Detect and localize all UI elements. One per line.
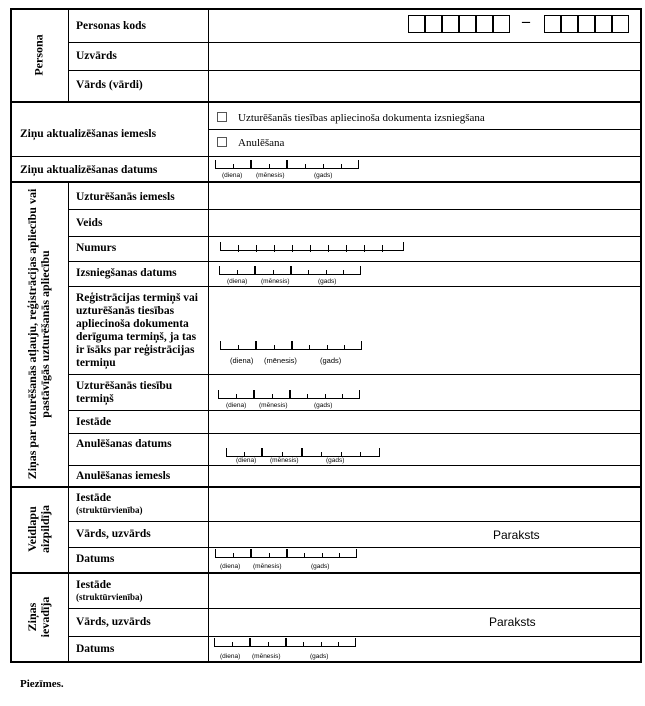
date-caption-month: (mēnesis) [253, 563, 282, 570]
row-line [10, 156, 642, 157]
section-title-entered: Ziņas ievadīja [25, 596, 52, 638]
date-caption-year: (gads) [311, 563, 330, 570]
section-divider [10, 181, 642, 183]
type-label: Veids [76, 217, 103, 229]
date-caption-day: (diena) [227, 278, 248, 285]
option-issue-checkbox[interactable] [217, 112, 227, 122]
entered-signature-label: Paraksts [489, 615, 536, 629]
section-divider [10, 572, 642, 574]
row-line [68, 521, 642, 522]
name-label: Vārds (vārdi) [76, 79, 143, 91]
entered-name-label: Vārds, uzvārds [76, 616, 151, 628]
filler-institution-title: Iestāde [76, 492, 112, 504]
row-line [68, 261, 642, 262]
section-title-filler: Veidlapu aizpildīja [25, 505, 52, 554]
row-line [68, 547, 642, 548]
row-line [68, 42, 642, 43]
update-reason-label: Ziņu aktualizēšanas iemesls [20, 128, 157, 140]
residence-term-label: Uzturēšanās tiesību termiņš [76, 380, 173, 405]
institution-label: Iestāde [76, 416, 112, 428]
filler-institution-label [76, 492, 143, 516]
row-line [68, 209, 642, 210]
filler-institution-sub: (struktūrvienība) [76, 505, 143, 515]
date-caption-month: (mēnesis) [259, 402, 288, 409]
row-line [68, 465, 642, 466]
date-caption-day: (diena) [220, 653, 241, 660]
row-line [68, 433, 642, 434]
section-divider [10, 101, 642, 103]
date-caption-month: (mēnesis) [256, 172, 285, 179]
date-caption-month: (mēnesis) [264, 356, 297, 365]
option-issue-label: Uzturēšanās tiesības apliecinoša dokumenta izsniegšana [238, 112, 485, 124]
annul-reason-label: Anulēšanas iemesls [76, 470, 171, 482]
notes-label: Piezīmes. [20, 678, 64, 690]
date-caption-day: (diena) [236, 457, 257, 464]
annul-date-label: Anulēšanas datums [76, 438, 172, 450]
row-line [68, 286, 642, 287]
row-line [68, 70, 642, 71]
date-caption-year: (gads) [326, 457, 345, 464]
date-caption-month: (mēnesis) [261, 278, 290, 285]
date-caption-year: (gads) [320, 356, 342, 365]
option-annul-checkbox[interactable] [217, 137, 227, 147]
row-line [68, 236, 642, 237]
issue-date-label: Izsniegšanas datums [76, 267, 177, 279]
date-caption-day: (diena) [222, 172, 243, 179]
update-date-label: Ziņu aktualizēšanas datums [20, 164, 158, 176]
row-line [68, 410, 642, 411]
surname-label: Uzvārds [76, 50, 117, 62]
date-caption-year: (gads) [310, 653, 329, 660]
date-caption-year: (gads) [318, 278, 337, 285]
row-line [208, 129, 642, 130]
personal-code-label: Personas kods [76, 20, 146, 32]
row-line [68, 374, 642, 375]
column-divider [68, 182, 69, 663]
section-title-permit: Ziņas par uzturēšanās atļauju, reģistrācijas apliecību vai pastāvīgās uzturēšanās apliecību [25, 188, 52, 480]
date-caption-day: (diena) [230, 356, 254, 365]
entered-institution-sub: (struktūrvienība) [76, 592, 143, 602]
section-title-persona: Persona [31, 34, 46, 76]
date-caption-month: (mēnesis) [270, 457, 299, 464]
column-divider [68, 8, 69, 102]
filler-signature-label: Paraksts [493, 528, 540, 542]
date-caption-year: (gads) [314, 402, 333, 409]
section-divider [10, 486, 642, 488]
personal-code-dash: – [522, 13, 530, 30]
registration-term-label: Reģistrācijas termiņš vai uzturēšanās tiesības apliecinoša dokumenta derīguma termiņš, ja tas ir īsāks par reģistrācijas termiņu [76, 292, 198, 369]
filler-date-label: Datums [76, 553, 115, 565]
option-annul-label: Anulēšana [238, 137, 285, 149]
number-label: Numurs [76, 242, 117, 254]
date-caption-year: (gads) [314, 172, 333, 179]
entered-date-label: Datums [76, 643, 115, 655]
date-caption-day: (diena) [220, 563, 241, 570]
entered-institution-label [76, 579, 143, 603]
column-divider [208, 8, 209, 663]
date-caption-month: (mēnesis) [252, 653, 281, 660]
entered-institution-title: Iestāde [76, 579, 112, 591]
row-line [68, 636, 642, 637]
row-line [68, 608, 642, 609]
date-caption-day: (diena) [226, 402, 247, 409]
residence-reason-label: Uzturēšanās iemesls [76, 191, 175, 203]
filler-name-label: Vārds, uzvārds [76, 528, 151, 540]
